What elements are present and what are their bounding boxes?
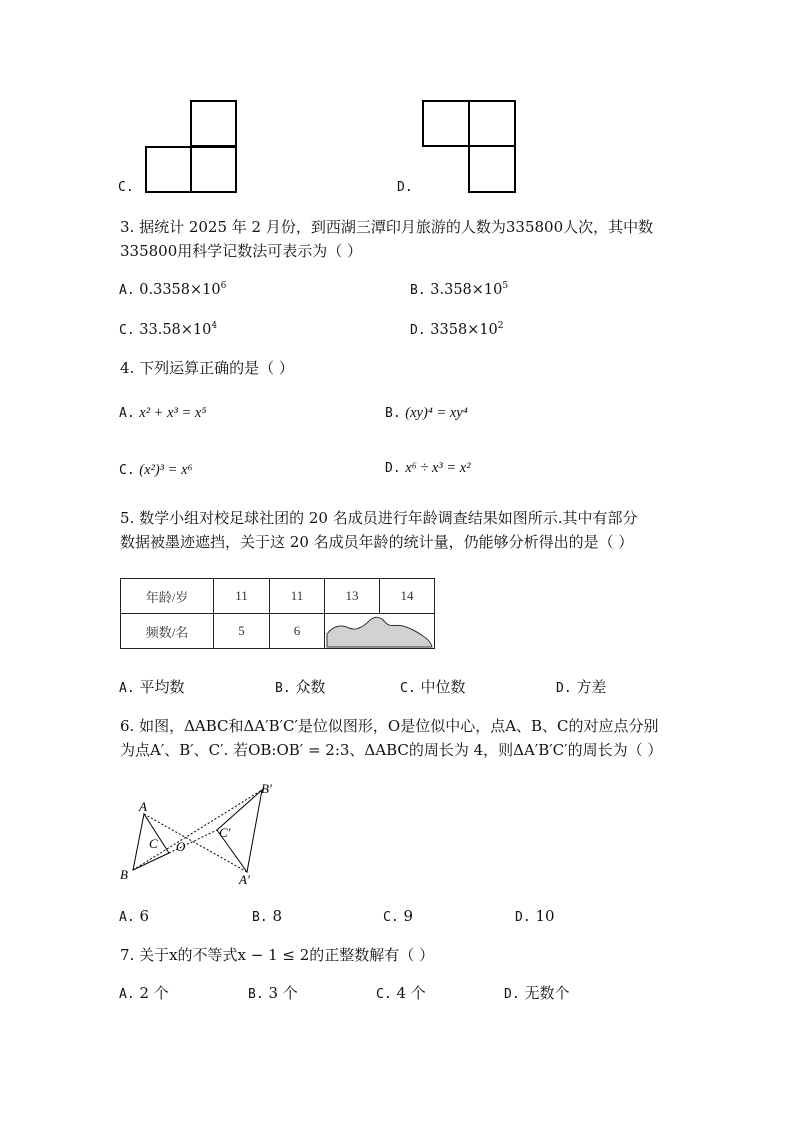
q6-option-b[interactable]: B. 8 [252,907,282,925]
q3-option-a[interactable]: A. $0.3358\times 10^6$ [119,281,227,298]
label-c-prime: C′ [219,825,231,840]
dashed-b-b2 [133,790,262,870]
q6-stem-line2: 为点A′、B′、C′. 若OB:OB′ = 2:3、ΔABC的周长为 4，则ΔA′B′C′的周长为（ ） [120,741,663,759]
q3-option-c-value: 33.58×10 [139,321,212,338]
table-cell: 13 [325,579,380,614]
ink-blot [325,614,433,648]
q7-stem: 7. 关于x的不等式x − 1 ≤ 2的正整数解有（ ） [120,946,435,964]
q5-stem-line2: 数据被墨迹遮挡，关于这 20 名成员年龄的统计量，仍能够分析得出的是（ ） [120,533,634,551]
q4-option-b-expr: (xy)⁴ = xy⁴ [405,405,468,421]
table-cell: 6 [270,614,325,649]
q3-option-c[interactable]: C. $33.58\times 10^4$ [119,321,218,338]
q7-option-b[interactable]: B. 3 个 [248,984,298,1002]
label-b-prime: B′ [261,781,272,796]
label-b: B [120,867,128,882]
q4-option-d[interactable]: D. x⁶ ÷ x³ = x² [385,460,471,476]
q5-option-a[interactable]: A. 平均数 [119,678,185,696]
q7-option-d[interactable]: D. 无数个 [504,984,570,1002]
q4-option-a-expr: x² + x³ = x⁵ [139,405,207,421]
table-cell: 年龄/岁 [121,579,214,614]
q3-stem-line2: 335800用科学记数法可表示为（ ） [120,242,363,260]
q6-stem-line1: 6. 如图，ΔABC和ΔA′B′C′是位似图形，O是位似中心，点A、B、C的对应点分别 [120,717,659,735]
q5-age-table [120,578,435,649]
q7-option-c[interactable]: C. 4 个 [376,984,426,1002]
q5-option-b[interactable]: B. 众数 [275,678,326,696]
q6-option-d[interactable]: D. 10 [515,907,555,925]
q4-option-c[interactable]: C. (x²)³ = x⁶ [119,462,193,478]
q3-option-d-value: 3358×10 [430,321,498,338]
q4-option-a[interactable]: A. x² + x³ = x⁵ [119,405,207,421]
q4-option-d-expr: x⁶ ÷ x³ = x² [405,460,471,476]
label-a-prime: A′ [239,872,250,887]
label-o: O [176,839,186,854]
q2-option-d-figure [418,96,518,196]
q3-stem-line1: 3. 据统计 2025 年 2 月份，到西湖三潭印月旅游的人数为335800人次，其中数 [120,218,654,236]
label-c: C [149,836,158,851]
dashed-a-a2 [144,814,247,872]
q4-stem: 4. 下列运算正确的是（ ） [120,359,294,377]
q6-option-c[interactable]: C. 9 [383,907,413,925]
label-a: A [139,799,147,814]
q5-option-d[interactable]: D. 方差 [556,678,607,696]
ink-blot-cell [325,614,435,649]
q2-option-d-label: D. [397,180,413,195]
table-row [121,579,435,614]
q2-option-c-label: C. [118,180,134,195]
q5-stem-line1: 5. 数学小组对校足球社团的 20 名成员进行年龄调查结果如图所示.其中有部分 [120,509,638,527]
table-cell: 11 [214,579,270,614]
q7-option-a[interactable]: A. 2 个 [119,984,169,1002]
table-cell: 频数/名 [121,614,214,649]
table-row [121,614,435,649]
table-cell: 5 [214,614,270,649]
q3-option-a-value: 0.3358×10 [139,281,221,298]
q2-option-c-figure [140,96,240,196]
q3-option-d[interactable]: D. $3358\times 10^2$ [410,321,504,338]
table-cell: 11 [270,579,325,614]
q3-option-b[interactable]: B. $3.358\times 10^5$ [410,281,509,298]
q4-option-c-expr: (x²)³ = x⁶ [139,462,193,478]
table-cell: 14 [380,579,435,614]
q3-option-b-value: 3.358×10 [430,281,503,298]
q5-option-c[interactable]: C. 中位数 [400,678,466,696]
q6-option-a[interactable]: A. 6 [119,907,149,925]
q4-option-b[interactable]: B. (xy)⁴ = xy⁴ [385,405,468,421]
q6-homothety-figure [115,778,295,888]
